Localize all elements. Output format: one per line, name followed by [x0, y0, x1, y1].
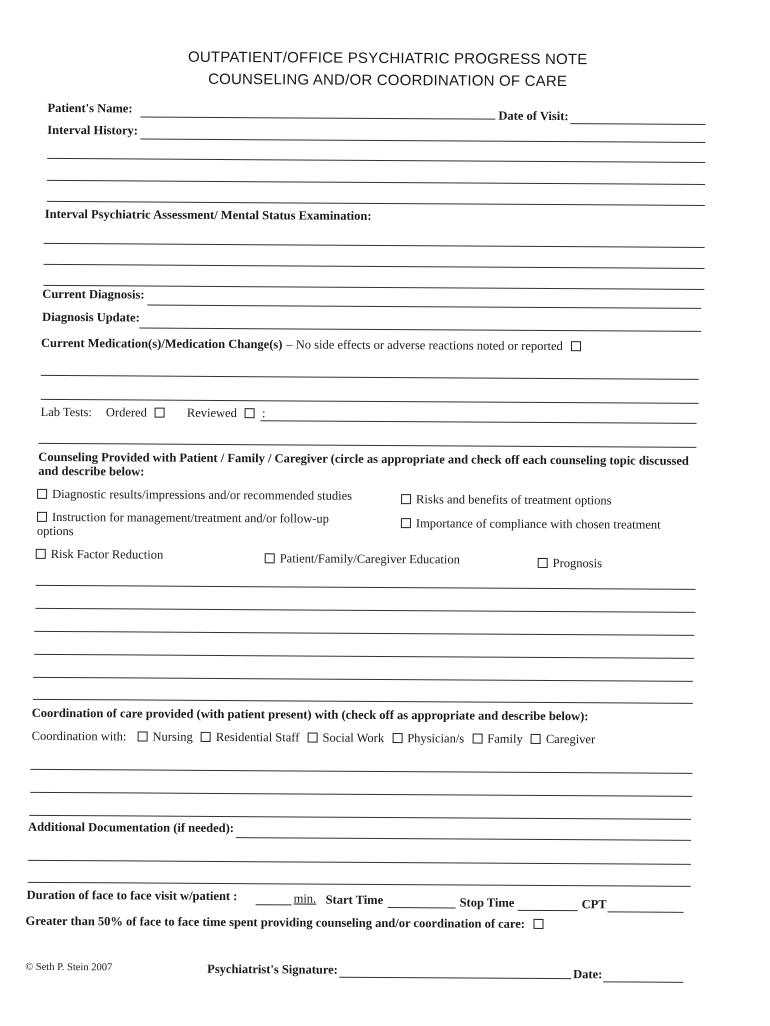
current-medication-label: Current Medication(s)/Medication Change(s): [40, 335, 283, 352]
coordination-checkbox[interactable]: [307, 733, 317, 743]
counseling-line[interactable]: [35, 608, 695, 613]
coordination-option-label: Residential Staff: [215, 729, 300, 745]
stop-time-field[interactable]: [518, 910, 578, 911]
coordination-social-work[interactable]: [307, 731, 384, 746]
date-of-visit-label: Date of Visit:: [498, 108, 569, 124]
stop-time-label: Stop Time: [459, 895, 515, 910]
coordination-option-label: Social Work: [322, 730, 385, 745]
topic-checkbox[interactable]: [37, 489, 47, 499]
topic-label: Prognosis: [552, 556, 603, 571]
diagnosis-update-field[interactable]: [139, 327, 701, 331]
coordination-family[interactable]: [472, 732, 523, 747]
topic-diagnostic-results[interactable]: [37, 487, 352, 504]
interval-history-label: Interval History:: [47, 122, 138, 138]
lab-tests-label: Lab Tests:: [40, 404, 92, 420]
coordination-checkbox[interactable]: [531, 734, 541, 744]
start-time-field[interactable]: [388, 907, 456, 908]
greater-than-checkbox[interactable]: [533, 919, 543, 929]
lab-tests-line[interactable]: [38, 443, 696, 448]
coordination-option-label: Nursing: [152, 729, 193, 744]
copyright: © Seth P. Stein 2007: [25, 961, 113, 974]
reviewed-checkbox[interactable]: [245, 408, 255, 418]
coordination-line[interactable]: [30, 792, 692, 797]
topic-checkbox[interactable]: [36, 549, 46, 559]
coordination-line[interactable]: [30, 769, 692, 774]
topic-label: Patient/Family/Caregiver Education: [279, 551, 460, 567]
no-side-effects-checkbox[interactable]: [571, 341, 581, 351]
signature-date-label: Date:: [573, 967, 603, 982]
coordination-checkbox[interactable]: [138, 731, 148, 741]
counseling-line[interactable]: [33, 699, 693, 704]
topic-label: Diagnostic results/impressions and/or recommended studies: [52, 486, 353, 503]
topic-checkbox[interactable]: [401, 518, 411, 528]
additional-documentation-label: Additional Documentation (if needed):: [28, 819, 235, 836]
no-side-effects-label: – No side effects or adverse reactions noted or reported: [286, 337, 563, 354]
additional-documentation-field[interactable]: [236, 837, 691, 841]
current-diagnosis-field[interactable]: [147, 305, 701, 309]
topic-checkbox[interactable]: [37, 512, 47, 522]
counseling-line[interactable]: [34, 631, 694, 636]
topic-checkbox[interactable]: [538, 558, 548, 568]
coordination-option-label: Physician/s: [407, 731, 465, 746]
interval-history-line[interactable]: [47, 201, 705, 206]
current-diagnosis-label: Current Diagnosis:: [42, 286, 145, 302]
greater-than-label: Greater than 50% of face to face time spent providing counseling and/or coordination of care:: [25, 913, 526, 931]
assessment-line[interactable]: [44, 264, 705, 269]
coordination-heading: Coordination of care provided (with patient present) with (check off as appropriate and describe below):: [31, 705, 589, 724]
date-of-visit-field[interactable]: [570, 123, 705, 125]
reviewed-label: Reviewed: [186, 405, 237, 421]
counseling-line[interactable]: [36, 585, 696, 590]
duration-field[interactable]: [256, 904, 292, 905]
interval-history-line[interactable]: [47, 180, 705, 185]
coordination-option-label: Family: [487, 731, 523, 746]
lab-tests-field[interactable]: [261, 420, 697, 424]
topic-risk-factor[interactable]: [36, 547, 164, 563]
patient-name-field[interactable]: [140, 116, 495, 119]
topic-education[interactable]: [265, 551, 460, 567]
coordination-row: [32, 729, 601, 747]
topic-checkbox[interactable]: [401, 494, 411, 504]
greater-than-row: [25, 912, 543, 933]
cpt-label: CPT: [581, 897, 607, 912]
signature-label: Psychiatrist's Signature:: [207, 961, 338, 977]
duration-label: Duration of face to face visit w/patient :: [26, 887, 238, 904]
form-title-line1: OUTPATIENT/OFFICE PSYCHIATRIC PROGRESS NOTE: [187, 48, 588, 69]
topic-checkbox[interactable]: [265, 553, 275, 563]
topic-risks-benefits[interactable]: [401, 492, 612, 508]
coordination-nursing[interactable]: [137, 729, 192, 744]
coordination-caregiver[interactable]: [531, 732, 595, 747]
interval-history-line[interactable]: [140, 138, 705, 142]
lab-tests-row: Lab Tests: Ordered Reviewed :: [40, 404, 266, 421]
ordered-checkbox[interactable]: [155, 408, 165, 418]
coordination-checkbox[interactable]: [472, 734, 482, 744]
signature-field[interactable]: [339, 977, 571, 979]
form-title-line2: COUNSELING AND/OR COORDINATION OF CARE: [208, 70, 568, 91]
topic-label: Instruction for management/treatment and/or follow-up: [51, 509, 330, 526]
topic-compliance[interactable]: [401, 516, 661, 533]
patient-name-label: Patient's Name:: [47, 100, 133, 116]
coordination-checkbox[interactable]: [392, 733, 402, 743]
start-time-label: Start Time: [325, 892, 384, 907]
interval-assessment-label: Interval Psychiatric Assessment/ Mental Status Examination:: [44, 206, 372, 223]
additional-documentation-line[interactable]: [28, 882, 691, 887]
min-label: min.: [293, 891, 317, 906]
medication-line[interactable]: [41, 375, 699, 380]
counseling-line[interactable]: [34, 654, 694, 659]
coordination-option-label: Caregiver: [545, 731, 596, 747]
counseling-heading-cont: and describe below:: [38, 463, 145, 479]
diagnosis-update-label: Diagnosis Update:: [42, 309, 140, 325]
counseling-heading: Counseling Provided with Patient / Family / Caregiver (circle as appropriate and check off each counseling topic discussed: [38, 449, 689, 468]
topic-prognosis[interactable]: [538, 556, 602, 571]
topic-label: Risks and benefits of treatment options: [416, 492, 612, 508]
topic-label: Risk Factor Reduction: [50, 546, 164, 562]
medication-row: [41, 334, 581, 355]
cpt-field[interactable]: [608, 911, 684, 912]
additional-documentation-line[interactable]: [28, 860, 691, 865]
coordination-checkbox[interactable]: [201, 732, 211, 742]
coordination-line[interactable]: [29, 815, 691, 820]
coordination-with-label: Coordination with:: [31, 728, 127, 744]
signature-date-field[interactable]: [603, 981, 683, 982]
interval-history-line[interactable]: [47, 158, 705, 163]
topic-instruction-cont: options: [36, 523, 74, 539]
coordination-physicians[interactable]: [392, 731, 464, 746]
counseling-line[interactable]: [33, 677, 693, 682]
topic-label: Importance of compliance with chosen treatment: [415, 516, 661, 532]
topic-instruction[interactable]: [37, 510, 329, 527]
coordination-residential-staff[interactable]: [201, 730, 300, 746]
ordered-label: Ordered: [105, 405, 147, 420]
assessment-line[interactable]: [44, 243, 705, 248]
